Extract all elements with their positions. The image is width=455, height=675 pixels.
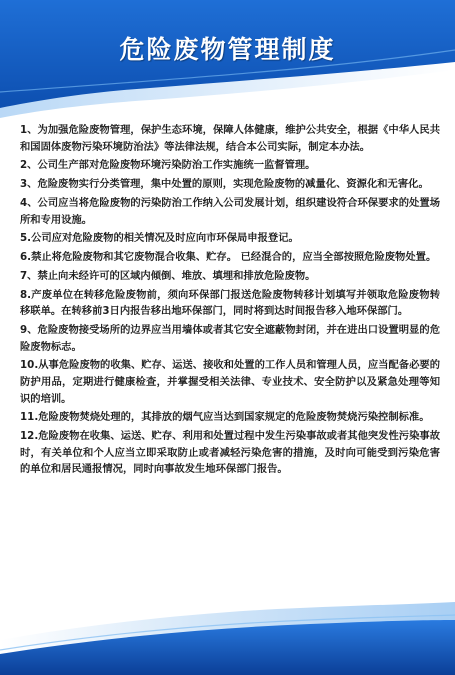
regulation-item: 1、为加强危险废物管理，保护生态环境，保障人体健康，维护公共安全，根据《中华人民共和国固体废物污染环境防治法》等法律法规，结合本公司实际，制定本办法。: [20, 124, 440, 153]
regulation-item: 3、危险废物实行分类管理，集中处置的原则，实现危险废物的减量化、资源化和无害化。: [20, 178, 429, 191]
regulation-text: [20, 122, 440, 480]
regulation-item: 2、公司生产部对危险废物环境污染防治工作实施统一监督管理。: [20, 159, 316, 172]
footer-wave: [0, 580, 455, 675]
footer-wave-graphic: [0, 580, 455, 675]
regulation-item: 11.危险废物焚烧处理的，其排放的烟气应当达到国家规定的危险废物焚烧污染控制标准。: [20, 411, 430, 424]
regulation-item: 9、危险废物接受场所的边界应当用墙体或者其它安全遮蔽物封闭，并在进出口设置明显的危险废物标志。: [20, 324, 440, 353]
regulation-item: 4、公司应当将危险废物的污染防治工作纳入公司发展计划，组织建设符合环保要求的处置场所和专用设施。: [20, 196, 440, 226]
regulation-item: 12.危险废物在收集、运送、贮存、利用和处置过程中发生污染事故或者其他突发性污染事故时，有关单位和个人应当立即采取防止或者减轻污染危害的措施，及时向可能受到污染危害的单位和居民通报情况，同时向事故发生地环保部门报告。: [20, 430, 440, 476]
header-banner: [0, 0, 455, 120]
regulation-item: 7、禁止向未经许可的区域内倾倒、堆放、填埋和排放危险废物。: [20, 269, 316, 282]
regulation-item: 5.公司应对危险废物的相关情况及时应向市环保局申报登记。: [20, 232, 299, 245]
page-title: 危险废物管理制度: [119, 35, 336, 64]
regulation-item: 10.从事危险废物的收集、贮存、运送、接收和处置的工作人员和管理人员，应当配备必要的防护用品，定期进行健康检查，并掌握受相关法律、专业技术、安全防护以及紧急处理等知识的培训。: [20, 359, 440, 405]
regulation-item: 6.禁止将危险废物和其它废物混合收集、贮存。 已经混合的，应当全部按照危险废物处置。: [20, 251, 437, 264]
regulation-item: 8.产废单位在转移危险废物前，须向环保部门报送危险废物转移计划填写并领取危险废物转移联单。在转移前3日内报告移出地环保部门，同时将到达时间报告移入地环保部门。: [20, 288, 440, 318]
